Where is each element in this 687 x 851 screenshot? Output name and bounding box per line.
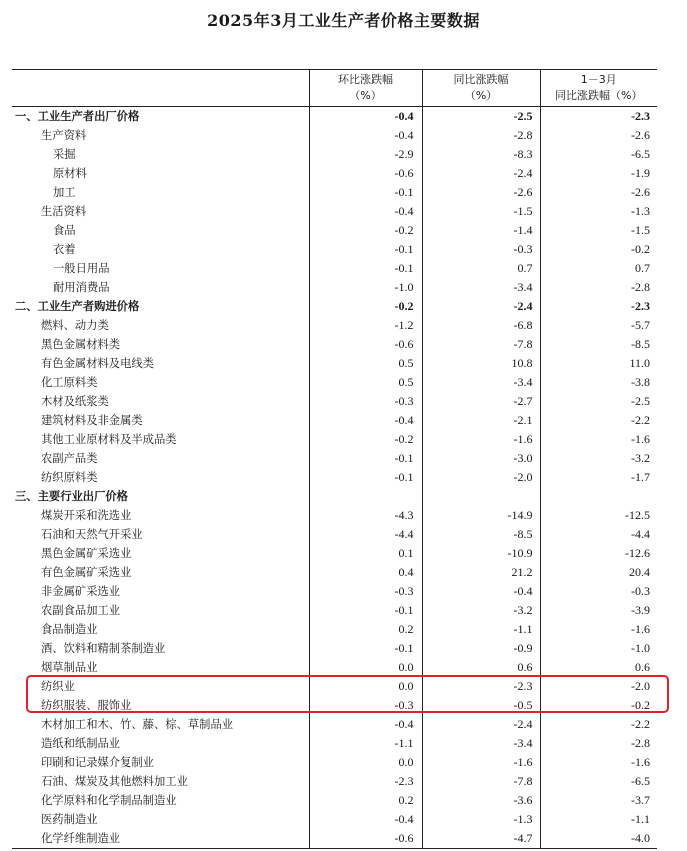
row-label: 化工原料类 <box>41 376 98 389</box>
table-row <box>12 525 657 544</box>
row-label: 医药制造业 <box>41 813 98 826</box>
row-label: 石油和天然气开采业 <box>41 528 143 541</box>
table-row <box>12 164 657 183</box>
ytd-yoy-value: -5.7 <box>540 316 657 335</box>
row-label: 木材加工和木、竹、藤、棕、草制品业 <box>41 718 234 731</box>
ytd-yoy-value: -1.1 <box>540 810 657 829</box>
row-label: 化学原料和化学制品制造业 <box>41 794 177 807</box>
mom-value: -2.3 <box>309 772 422 791</box>
header-yoy-change <box>422 70 540 107</box>
ytd-yoy-value: -0.2 <box>540 696 657 715</box>
ytd-yoy-value: -3.9 <box>540 601 657 620</box>
row-label: 农副食品加工业 <box>41 604 121 617</box>
yoy-value: -1.1 <box>422 620 540 639</box>
ytd-yoy-value: -8.5 <box>540 335 657 354</box>
row-label: 一、工业生产者出厂价格 <box>15 110 140 123</box>
row-label: 食品制造业 <box>41 623 98 636</box>
ytd-yoy-value: -1.6 <box>540 430 657 449</box>
header-ytd-yoy-change <box>540 70 657 107</box>
header-text: 1－3月 同比涨跌幅（%） <box>555 73 643 102</box>
table-row <box>12 145 657 164</box>
yoy-value: -7.8 <box>422 772 540 791</box>
table-row <box>12 506 657 525</box>
row-label: 黑色金属材料类 <box>41 338 121 351</box>
mom-value: 0.2 <box>309 620 422 639</box>
yoy-value: -2.5 <box>422 107 540 127</box>
yoy-value: -0.5 <box>422 696 540 715</box>
yoy-value: -1.3 <box>422 810 540 829</box>
row-label: 煤炭开采和洗选业 <box>41 509 132 522</box>
ytd-yoy-value <box>540 487 657 506</box>
table-row <box>12 544 657 563</box>
table-row <box>12 753 657 772</box>
table-row <box>12 620 657 639</box>
table-row <box>12 601 657 620</box>
table-row <box>12 791 657 810</box>
ytd-yoy-value: -3.2 <box>540 449 657 468</box>
table-row <box>12 183 657 202</box>
table-row <box>12 772 657 791</box>
row-label: 生产资料 <box>41 129 87 142</box>
table-row <box>12 259 657 278</box>
ytd-yoy-value: -4.0 <box>540 829 657 849</box>
table-row <box>12 468 657 487</box>
table-row <box>12 449 657 468</box>
ytd-yoy-value: -1.0 <box>540 639 657 658</box>
yoy-value: -2.7 <box>422 392 540 411</box>
ytd-yoy-value: -2.2 <box>540 411 657 430</box>
mom-value: -0.1 <box>309 240 422 259</box>
table-row <box>12 582 657 601</box>
row-label: 加工 <box>53 186 76 199</box>
mom-value: 0.5 <box>309 354 422 373</box>
table-row <box>12 430 657 449</box>
table-row <box>12 354 657 373</box>
yoy-value: -4.7 <box>422 829 540 849</box>
table-row <box>12 487 657 506</box>
ytd-yoy-value: -2.6 <box>540 126 657 145</box>
row-label: 采掘 <box>53 148 76 161</box>
mom-value: -0.4 <box>309 202 422 221</box>
table-row <box>12 297 657 316</box>
table-row <box>12 639 657 658</box>
page-title: 2025年3月工业生产者价格主要数据 <box>207 11 480 30</box>
row-label: 纺织原料类 <box>41 471 98 484</box>
ytd-yoy-value: 0.7 <box>540 259 657 278</box>
ytd-yoy-value: -0.2 <box>540 240 657 259</box>
mom-value: -0.3 <box>309 696 422 715</box>
mom-value: -0.1 <box>309 468 422 487</box>
mom-value: -0.4 <box>309 715 422 734</box>
mom-value: -4.4 <box>309 525 422 544</box>
yoy-value: -7.8 <box>422 335 540 354</box>
mom-value: -0.6 <box>309 829 422 849</box>
table-row <box>12 829 657 849</box>
header-text: 同比涨跌幅 （%） <box>453 73 509 102</box>
row-label: 三、主要行业出厂价格 <box>15 490 128 503</box>
ytd-yoy-value: -6.5 <box>540 145 657 164</box>
ytd-yoy-value: 11.0 <box>540 354 657 373</box>
row-label: 耐用消费品 <box>53 281 110 294</box>
yoy-value: 0.7 <box>422 259 540 278</box>
mom-value: 0.0 <box>309 658 422 677</box>
row-label: 造纸和纸制品业 <box>41 737 121 750</box>
yoy-value: 21.2 <box>422 563 540 582</box>
yoy-value: -0.3 <box>422 240 540 259</box>
ytd-yoy-value: -2.8 <box>540 734 657 753</box>
row-label: 有色金属矿采选业 <box>41 566 132 579</box>
mom-value: -2.9 <box>309 145 422 164</box>
yoy-value: -2.3 <box>422 677 540 696</box>
table-row <box>12 373 657 392</box>
ytd-yoy-value: -1.9 <box>540 164 657 183</box>
mom-value: -0.4 <box>309 411 422 430</box>
yoy-value: -2.6 <box>422 183 540 202</box>
table-row <box>12 278 657 297</box>
yoy-value: -2.4 <box>422 715 540 734</box>
table-row <box>12 202 657 221</box>
yoy-value: -1.6 <box>422 430 540 449</box>
row-label: 衣着 <box>53 243 76 256</box>
yoy-value: -14.9 <box>422 506 540 525</box>
table-row <box>12 411 657 430</box>
ytd-yoy-value: -2.6 <box>540 183 657 202</box>
ytd-yoy-value: 0.6 <box>540 658 657 677</box>
ytd-yoy-value: -1.6 <box>540 753 657 772</box>
yoy-value: -3.4 <box>422 278 540 297</box>
mom-value: -0.2 <box>309 221 422 240</box>
ytd-yoy-value: -1.6 <box>540 620 657 639</box>
price-data-table <box>12 69 657 849</box>
mom-value: -0.1 <box>309 449 422 468</box>
mom-value: -0.2 <box>309 297 422 316</box>
mom-value: -0.4 <box>309 107 422 127</box>
row-label: 非金属矿采选业 <box>41 585 121 598</box>
ytd-yoy-value: -1.7 <box>540 468 657 487</box>
ytd-yoy-value: -2.3 <box>540 107 657 127</box>
mom-value: -0.1 <box>309 183 422 202</box>
mom-value: -4.3 <box>309 506 422 525</box>
yoy-value: 10.8 <box>422 354 540 373</box>
mom-value: -0.3 <box>309 582 422 601</box>
mom-value: -1.0 <box>309 278 422 297</box>
ytd-yoy-value: -12.5 <box>540 506 657 525</box>
row-label: 原材料 <box>53 167 87 180</box>
mom-value: -1.1 <box>309 734 422 753</box>
row-label: 农副产品类 <box>41 452 98 465</box>
ytd-yoy-value: -2.8 <box>540 278 657 297</box>
row-label: 食品 <box>53 224 76 237</box>
ytd-yoy-value: 20.4 <box>540 563 657 582</box>
yoy-value: -10.9 <box>422 544 540 563</box>
mom-value: -0.4 <box>309 810 422 829</box>
mom-value: -0.6 <box>309 164 422 183</box>
ytd-yoy-value: -4.4 <box>540 525 657 544</box>
row-label: 其他工业原材料及半成品类 <box>41 433 177 446</box>
yoy-value: -6.8 <box>422 316 540 335</box>
header-label-cell <box>12 70 309 107</box>
table-row <box>12 107 657 127</box>
table-row <box>12 335 657 354</box>
table-row <box>12 221 657 240</box>
yoy-value: -0.4 <box>422 582 540 601</box>
row-label: 建筑材料及非金属类 <box>41 414 143 427</box>
yoy-value: -0.9 <box>422 639 540 658</box>
yoy-value: -8.3 <box>422 145 540 164</box>
ytd-yoy-value: -6.5 <box>540 772 657 791</box>
yoy-value: 0.6 <box>422 658 540 677</box>
table-row <box>12 563 657 582</box>
row-label: 木材及纸浆类 <box>41 395 109 408</box>
row-label: 黑色金属矿采选业 <box>41 547 132 560</box>
yoy-value: -3.4 <box>422 734 540 753</box>
mom-value: 0.0 <box>309 753 422 772</box>
yoy-value: -3.2 <box>422 601 540 620</box>
row-label: 石油、煤炭及其他燃料加工业 <box>41 775 188 788</box>
table-row <box>12 126 657 145</box>
row-label: 印刷和记录媒介复制业 <box>41 756 154 769</box>
ytd-yoy-value: -12.6 <box>540 544 657 563</box>
yoy-value: -3.6 <box>422 791 540 810</box>
table-row <box>12 715 657 734</box>
mom-value: 0.2 <box>309 791 422 810</box>
yoy-value: -3.0 <box>422 449 540 468</box>
table-header-row <box>12 70 657 107</box>
ytd-yoy-value: -3.7 <box>540 791 657 810</box>
mom-value: 0.1 <box>309 544 422 563</box>
table-row <box>12 392 657 411</box>
table-row <box>12 810 657 829</box>
row-label: 酒、饮料和精制茶制造业 <box>41 642 166 655</box>
row-label: 烟草制品业 <box>41 661 98 674</box>
row-label: 有色金属材料及电线类 <box>41 357 154 370</box>
mom-value: -0.2 <box>309 430 422 449</box>
mom-value: -0.1 <box>309 259 422 278</box>
mom-value: 0.0 <box>309 677 422 696</box>
mom-value <box>309 487 422 506</box>
yoy-value: -3.4 <box>422 373 540 392</box>
table-body <box>12 107 657 849</box>
ytd-yoy-value: -1.3 <box>540 202 657 221</box>
table-row <box>12 734 657 753</box>
row-label: 二、工业生产者购进价格 <box>15 300 140 313</box>
mom-value: -0.6 <box>309 335 422 354</box>
yoy-value: -2.0 <box>422 468 540 487</box>
ytd-yoy-value: -2.0 <box>540 677 657 696</box>
mom-value: 0.4 <box>309 563 422 582</box>
mom-value: -1.2 <box>309 316 422 335</box>
table-row <box>12 316 657 335</box>
row-label: 生活资料 <box>41 205 87 218</box>
yoy-value: -2.8 <box>422 126 540 145</box>
row-label: 化学纤维制造业 <box>12 829 309 849</box>
row-label: 纺织服装、服饰业 <box>41 699 132 712</box>
mom-value: -0.3 <box>309 392 422 411</box>
ytd-yoy-value: -2.5 <box>540 392 657 411</box>
header-text: 环比涨跌幅 （%） <box>338 73 393 102</box>
table-row <box>12 240 657 259</box>
yoy-value: -2.4 <box>422 297 540 316</box>
row-label: 燃料、动力类 <box>41 319 109 332</box>
mom-value: -0.1 <box>309 639 422 658</box>
yoy-value: -1.4 <box>422 221 540 240</box>
highlight-box <box>26 675 669 713</box>
yoy-value: -1.5 <box>422 202 540 221</box>
ytd-yoy-value: -1.5 <box>540 221 657 240</box>
mom-value: 0.5 <box>309 373 422 392</box>
yoy-value <box>422 487 540 506</box>
mom-value: -0.1 <box>309 601 422 620</box>
ytd-yoy-value: -2.3 <box>540 297 657 316</box>
header-mom-change <box>309 70 422 107</box>
yoy-value: -1.6 <box>422 753 540 772</box>
row-label: 纺织业 <box>41 680 75 693</box>
ytd-yoy-value: -0.3 <box>540 582 657 601</box>
yoy-value: -2.1 <box>422 411 540 430</box>
yoy-value: -8.5 <box>422 525 540 544</box>
ytd-yoy-value: -2.2 <box>540 715 657 734</box>
row-label: 一般日用品 <box>53 262 110 275</box>
ytd-yoy-value: -3.8 <box>540 373 657 392</box>
yoy-value: -2.4 <box>422 164 540 183</box>
mom-value: -0.4 <box>309 126 422 145</box>
